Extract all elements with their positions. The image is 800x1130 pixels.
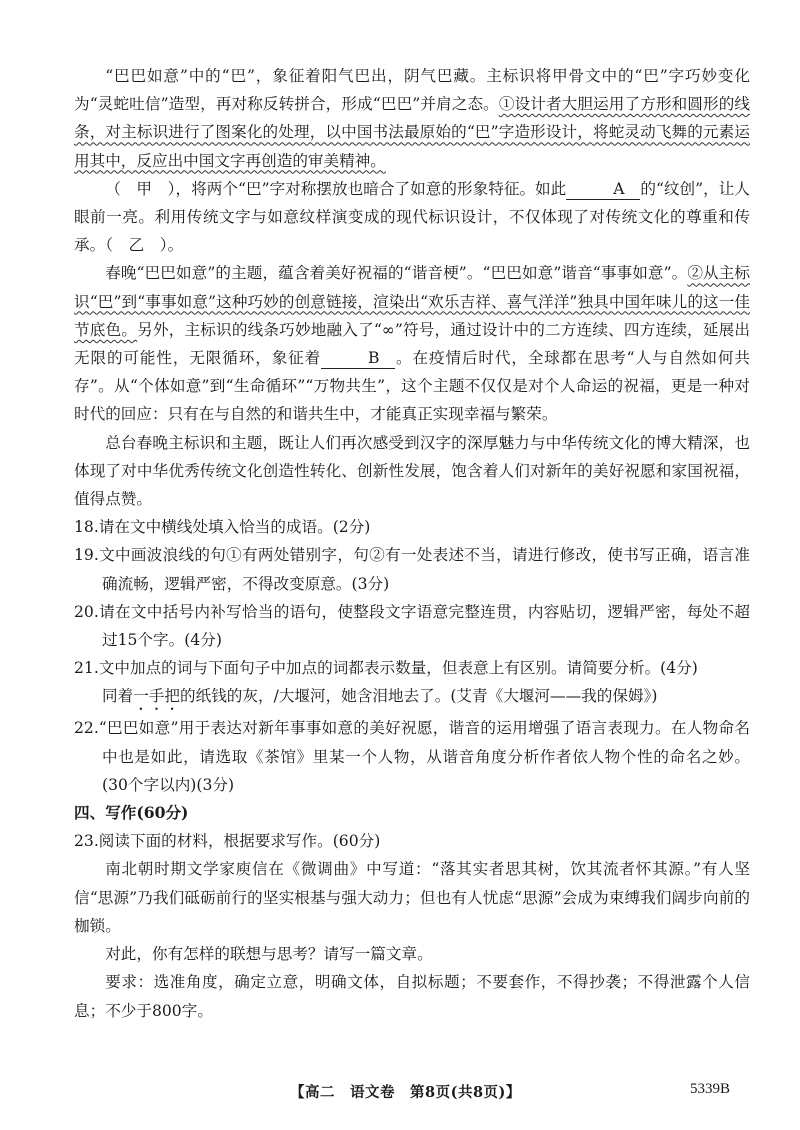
question-19: 19.文中画波浪线的句①有两处错别字，句②有一处表述不当，请进行修改，使书写正确，语言准确流畅，逻辑严密，不得改变原意。(3分) — [74, 546, 750, 593]
reference-text-a: 同着 — [102, 687, 134, 706]
passage-p3-text-c: 另外，主标识的线条巧妙地融入了“∞”符号，通过设计中的二方连续、四方连续，延展出无限的可能性，无限循环，象征着 — [74, 320, 750, 368]
passage-paragraph-1 — [74, 62, 750, 175]
writing-material: 南北朝时期文学家庾信在《微调曲》中写道：“落其实者思其树，饮其流者怀其源。”有人坚信“思源”乃我们砥砺前行的坚实根基与强大动力；但也有人忧虑“思源”会成为束缚我们阔步向前的枷锁。 — [74, 860, 750, 935]
question-18: 18.请在文中横线处填入恰当的成语。(2分) — [74, 518, 371, 537]
page-footer — [0, 1081, 800, 1105]
passage-p3-text-d: 。在疫情后时代，全球都在思考“人与自然如何共存”。从“个体如意”到“生命循环”“万物共生”，这个主题不仅仅是对个人命运的祝福，更是一种对时代的回应：只有在与自然的和谐共生中，才能真正实现幸福与繁荣。 — [74, 349, 750, 424]
bracket-jia: （ 甲 ） — [105, 179, 176, 198]
writing-prompt: 对此，你有怎样的联想与思考？请写一篇文章。 — [105, 945, 433, 964]
reference-text-b: 的纸钱的灰，/大堰河，她含泪地去了。(艾青《大堰河——我的保姆》) — [180, 687, 658, 706]
passage-paragraph-4: 总台春晚主标识和主题，既让人们再次感受到汉字的深厚魅力与中华传统文化的博大精深，也体现了对中华优秀传统文化创造性转化、创新性发展，饱含着人们对新年的美好祝愿和家国祝福，值得点赞。 — [74, 433, 750, 509]
dotted-words: 一手把 — [133, 687, 180, 706]
question-21: 21.文中加点的词与下面句子中加点的词都表示数量，但表意上有区别。请简要分析。(4分) — [74, 659, 698, 678]
question-20: 20.请在文中括号内补写恰当的语句，使整段文字语意完整连贯，内容贴切，逻辑严密，每处不超过15个字。(4分) — [74, 602, 750, 650]
footer-label: 【高二 语文卷 第8页(共8页)】 — [290, 1084, 521, 1101]
passage-p3-text-a: 春晚“巴巴如意”的主题，蕴含着美好祝福的“谐音梗”。“巴巴如意”谐音“事事如意”。 — [105, 264, 688, 283]
bracket-yi: （ 乙 ） — [105, 236, 168, 255]
passage-p2-end: 。 — [167, 236, 184, 255]
footer-code: 5339B — [690, 1081, 731, 1097]
passage-p2-text-b: 的“纹创”，让人眼前一亮。利用传统文字与如意纹样演变成的现代标识设计，不仅体现了对传统文化的尊重和传承。 — [74, 179, 750, 255]
exam-page — [74, 62, 750, 1025]
passage-p2-text-a: ，将两个“巴”字对称摆放也暗合了如意的形象特征。如此 — [175, 179, 567, 198]
passage-p1-text: “巴巴如意”中的“巴”，象征着阳气巴出，阴气巴藏。主标识将甲骨文中的“巴”字巧妙变化为“灵蛇吐信”造型，再对称反转拼合，形成“巴巴”并肩之态。 — [74, 67, 750, 114]
blank-b: B — [321, 348, 395, 369]
question-23: 23.阅读下面的材料，根据要求写作。(60分) — [74, 832, 381, 851]
question-21-reference — [74, 682, 750, 714]
passage-paragraph-3 — [74, 259, 750, 428]
wavy-sentence-1: ①设计者大胆运用了方形和圆形的线条，对主标识进行了图案化的处理，以中国书法最原始的“巴”字造形设计，将蛇灵动飞舞的元素运用其中，反应出中国文字再创造的审美精神。 — [74, 95, 750, 170]
section-title-writing: 四、写作(60分) — [74, 803, 189, 823]
question-22: 22.“巴巴如意”用于表达对新年事事如意的美好祝愿，谐音的运用增强了语言表现力。在人物命名中也是如此，请选取《茶馆》里某一个人物，从谐音角度分析作者依人物个性的命名之妙。(30个字以内)(3分) — [74, 719, 750, 794]
writing-requirements: 要求：选准角度，确定立意，明确文体，自拟标题；不要套作，不得抄袭；不得泄露个人信息；不少于800字。 — [74, 973, 750, 1020]
blank-a: A — [566, 179, 640, 200]
wavy-sentence-2: ②从主标识“巴”到“事事如意”这种巧妙的创意链接，渲染出“欢乐吉祥、喜气洋洋”独具中国年味儿的这一佳节底色。 — [74, 264, 750, 339]
passage-paragraph-2 — [74, 175, 750, 260]
